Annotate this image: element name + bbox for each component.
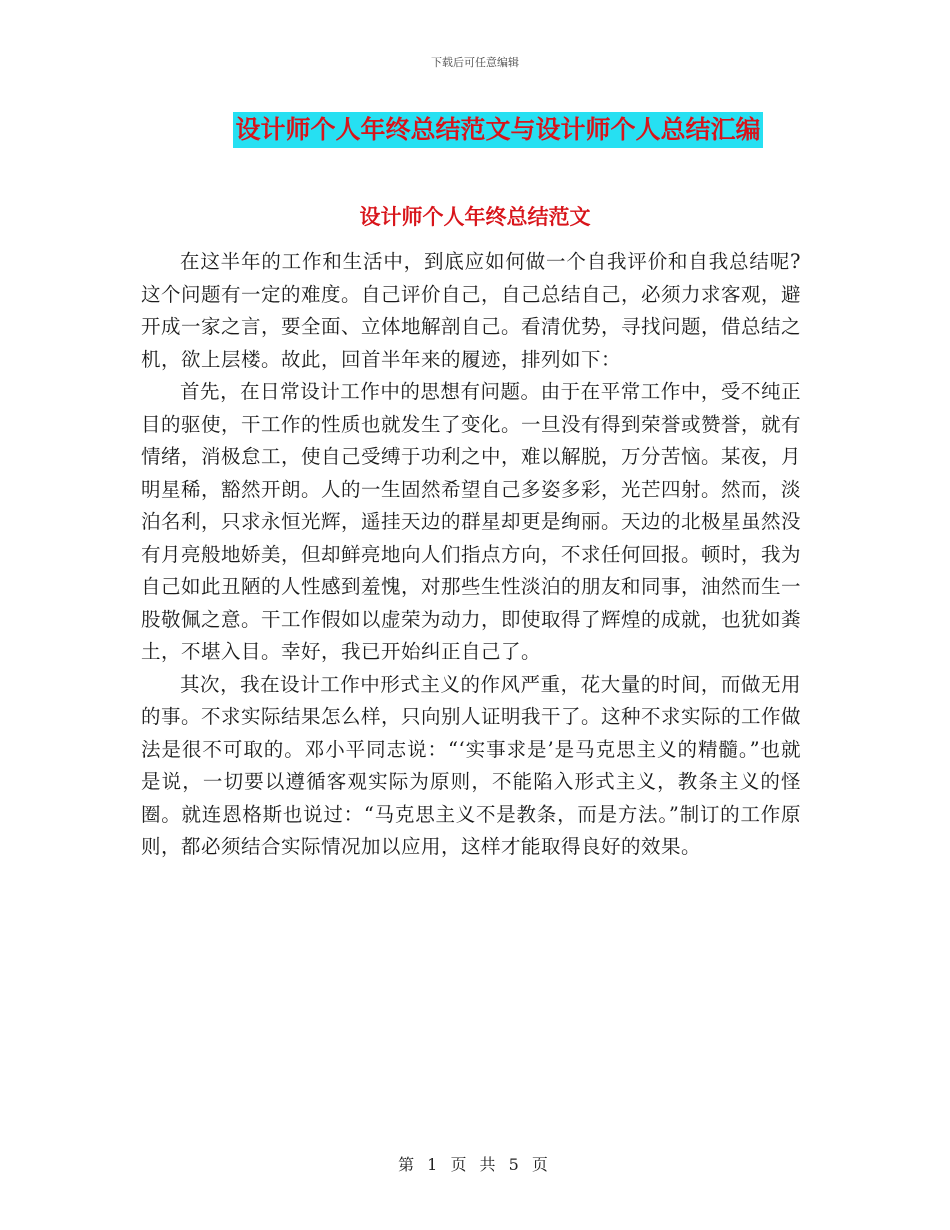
- document-body: [141, 246, 801, 864]
- section-title: 设计师个人年终总结范文: [359, 205, 591, 229]
- paragraph: 首先，在日常设计工作中的思想有问题。由于在平常工作中，受不纯正目的驱使，干工作的性质也就发生了变化。一旦没有得到荣誉或赞誉，就有情绪，消极怠工，使自己受缚于功利之中，难以解脱，万分苦恼。某夜，月明星稀，豁然开朗。人的一生固然希望自己多姿多彩，光芒四射。然而，淡泊名利，只求永恒光辉，遥挂天边的群星却更是绚丽。天边的北极星虽然没有月亮般地娇美，但却鲜亮地向人们指点方向，不求任何回报。顿时，我为自己如此丑陋的人性感到羞愧，对那些生性淡泊的朋友和同事，油然而生一股敬佩之意。干工作假如以虚荣为动力，即使取得了辉煌的成就，也犹如粪土，不堪入目。幸好，我已开始纠正自己了。: [141, 380, 802, 663]
- page-number-footer: 第 1 页 共 5 页: [398, 1155, 552, 1174]
- paragraph: 其次，我在设计工作中形式主义的作风严重，花大量的时间，而做无用的事。不求实际结果怎么样，只向别人证明我干了。这种不求实际的工作做法是很不可取的。邓小平同志说：“‘实事求是’是马克思主义的精髓。”也就是说，一切要以遵循客观实际为原则，不能陷入形式主义，教条主义的怪圈。就连恩格斯也说过：“马克思主义不是教条，而是方法。”制订的工作原则，都必须结合实际情况加以应用，这样才能取得良好的效果。: [141, 672, 802, 858]
- document-title: 设计师个人年终总结范文与设计师个人总结汇编: [233, 112, 762, 148]
- main-title-container: [0, 112, 950, 148]
- header-note: 下载后可任意编辑: [431, 56, 519, 69]
- paragraph: 在这半年的工作和生活中，到底应如何做一个自我评价和自我总结呢?这个问题有一定的难度。自己评价自己，自己总结自己，必须力求客观，避开成一家之言，要全面、立体地解剖自己。看清优势，寻找问题，借总结之机，欲上层楼。故此，回首半年来的履迹，排列如下：: [141, 250, 802, 371]
